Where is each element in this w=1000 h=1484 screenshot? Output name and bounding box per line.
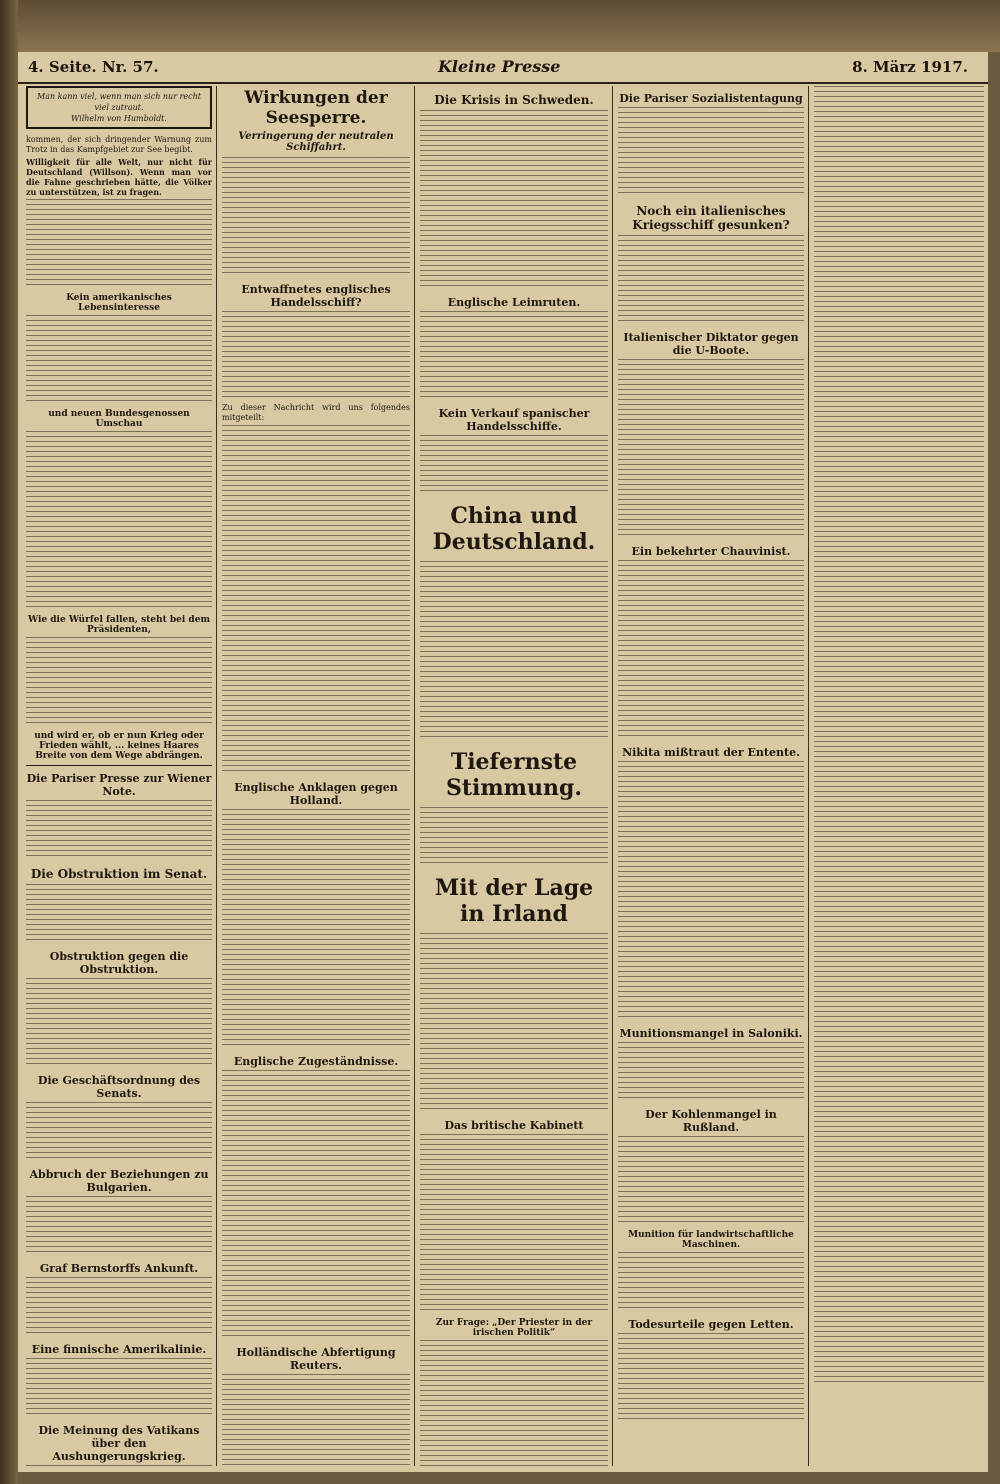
- article-heading: Munitionsmangel in Saloniki.: [619, 1027, 803, 1040]
- text-block: [26, 199, 212, 289]
- text-block: [814, 346, 984, 606]
- article-heading: Noch ein italienisches Kriegsschiff gesunken?: [632, 204, 790, 232]
- motto-author: Wilhelm von Humboldt.: [71, 114, 167, 123]
- article-heading: Die Geschäftsordnung des Senats.: [37, 1074, 201, 1100]
- page-label: 4. Seite. Nr. 57.: [28, 58, 159, 76]
- text-block: [618, 1252, 804, 1312]
- column-2: [222, 86, 410, 1466]
- text-block: [618, 235, 804, 325]
- text-block: [26, 1465, 212, 1466]
- text-block: [420, 933, 608, 1113]
- text-block: [618, 1042, 804, 1102]
- text-block: [814, 86, 984, 346]
- paper-name: Kleine Presse: [438, 57, 561, 76]
- text-block: [618, 107, 804, 197]
- issue-date: 8. März 1917.: [852, 58, 968, 76]
- text-block: [618, 560, 804, 740]
- text-block: [420, 311, 608, 401]
- text-block: [618, 359, 804, 539]
- subheading: und wird er, ob er nun Krieg oder Frieden wählt, ... keines Haares Breite von dem Wege abdrängen.: [34, 731, 204, 761]
- text-block: [814, 1126, 984, 1386]
- text-block: [618, 1136, 804, 1226]
- article-heading: Englische Anklagen gegen Holland.: [234, 781, 398, 807]
- text-block: [26, 431, 212, 611]
- article-headline: China und Deutschland.: [432, 503, 596, 555]
- text-block: [26, 1196, 212, 1256]
- column-rule: [808, 86, 809, 1466]
- text-block: [222, 425, 410, 685]
- text-block: [420, 1134, 608, 1314]
- text-block: [814, 606, 984, 866]
- article-headline: Die Krisis in Schweden.: [434, 93, 594, 107]
- article-heading: Eine finnische Amerikalinie.: [31, 1343, 207, 1356]
- subheading: Munition für landwirtschaftliche Maschinen.: [628, 1230, 794, 1250]
- text-block: [26, 978, 212, 1068]
- article-heading: Kein Verkauf spanischer Handelsschiffe.: [438, 407, 590, 433]
- text-block: [222, 1374, 410, 1466]
- article-headline: Wirkungen der Seesperre.: [244, 88, 388, 128]
- text-block: [26, 1277, 212, 1337]
- text-block: [26, 1102, 212, 1162]
- text-block: [26, 637, 212, 727]
- column-rule: [216, 86, 217, 1466]
- text-block: [618, 761, 804, 1021]
- scan-top-band: [0, 0, 1000, 52]
- article-text: Willigkeit für alle Welt, nur nicht für Deutschland (Willson). Wenn man vor die Fahne geschrieben hätte, die Völker zu unterstützen, ist zu fragen.: [26, 157, 212, 197]
- text-block: [222, 685, 410, 775]
- text-block: [420, 110, 608, 290]
- text-block: [222, 157, 410, 277]
- text-block: [222, 311, 410, 401]
- column-5: [814, 86, 984, 1466]
- article-headline: Tiefernste Stimmung.: [446, 749, 582, 801]
- text-block: [618, 1333, 804, 1423]
- subheading: Kein amerikanisches Lebensinteresse: [66, 293, 172, 313]
- subheading: Zur Frage: „Der Priester in der irischen Politik“: [435, 1318, 593, 1338]
- motto-text: Man kann viel, wenn man sich nur recht viel zutraut.: [37, 92, 201, 112]
- column-rule: [414, 86, 415, 1466]
- text-block: [420, 1340, 608, 1466]
- article-heading: Die Meinung des Vatikans über den Aushungerungskrieg.: [38, 1424, 200, 1463]
- article-heading: Englische Leimruten.: [447, 296, 581, 309]
- text-block: [222, 1250, 410, 1340]
- article-heading: Englische Zugeständnisse.: [233, 1055, 399, 1068]
- text-block: [26, 1358, 212, 1418]
- article-heading: Der Kohlenmangel in Rußland.: [645, 1108, 777, 1134]
- column-1: [26, 86, 212, 1466]
- article-headline: Mit der Lage in Irland: [434, 875, 594, 927]
- text-block: [26, 315, 212, 405]
- article-heading: Holländische Abfertigung Reuters.: [236, 1346, 396, 1372]
- subheading: Wie die Würfel fallen, steht bei dem Präsidenten,: [28, 615, 210, 635]
- motto-box: [26, 86, 212, 129]
- text-block: [26, 800, 212, 860]
- article-heading: Das britische Kabinett: [444, 1119, 584, 1132]
- article-heading: Todesurteile gegen Letten.: [628, 1318, 794, 1331]
- text-block: [420, 807, 608, 867]
- divider: [26, 765, 212, 766]
- subheading: und neuen Bundesgenossen Umschau: [48, 409, 190, 429]
- article-heading: Die Pariser Presse zur Wiener Note.: [26, 772, 212, 798]
- article-text: Zu dieser Nachricht wird uns folgendes mitgeteilt:: [222, 403, 410, 422]
- article-heading: Die Obstruktion im Senat.: [30, 867, 208, 881]
- book-spine: [0, 0, 18, 1484]
- column-4: [618, 86, 804, 1466]
- text-block: [222, 989, 410, 1049]
- text-block: [222, 809, 410, 989]
- article-heading: Nikita mißtraut der Entente.: [622, 746, 800, 759]
- article-heading: Ein bekehrter Chauvinist.: [631, 545, 791, 558]
- text-block: [814, 866, 984, 1126]
- text-block: [222, 1070, 410, 1250]
- article-heading: Obstruktion gegen die Obstruktion.: [49, 950, 189, 976]
- article-heading: Abbruch der Beziehungen zu Bulgarien.: [29, 1168, 209, 1194]
- text-block: [420, 435, 608, 495]
- column-rule: [612, 86, 613, 1466]
- article-text: kommen, der sich dringender Warnung zum Trotz in das Kampfgebiet zur See begibt.: [26, 135, 212, 154]
- text-block: [26, 884, 212, 944]
- newspaper-page: [18, 52, 988, 1472]
- masthead: [18, 52, 988, 84]
- column-3: [420, 86, 608, 1466]
- article-heading: Entwaffnetes englisches Handelsschiff?: [241, 283, 391, 309]
- article-heading: Die Pariser Sozialistentagung: [619, 92, 803, 105]
- text-block: [420, 561, 608, 741]
- article-heading: Graf Bernstorffs Ankunft.: [39, 1262, 199, 1275]
- article-heading: Italienischer Diktator gegen die U-Boote.: [623, 331, 799, 357]
- article-subheadline: Verringerung der neutralen Schiffahrt.: [238, 131, 394, 153]
